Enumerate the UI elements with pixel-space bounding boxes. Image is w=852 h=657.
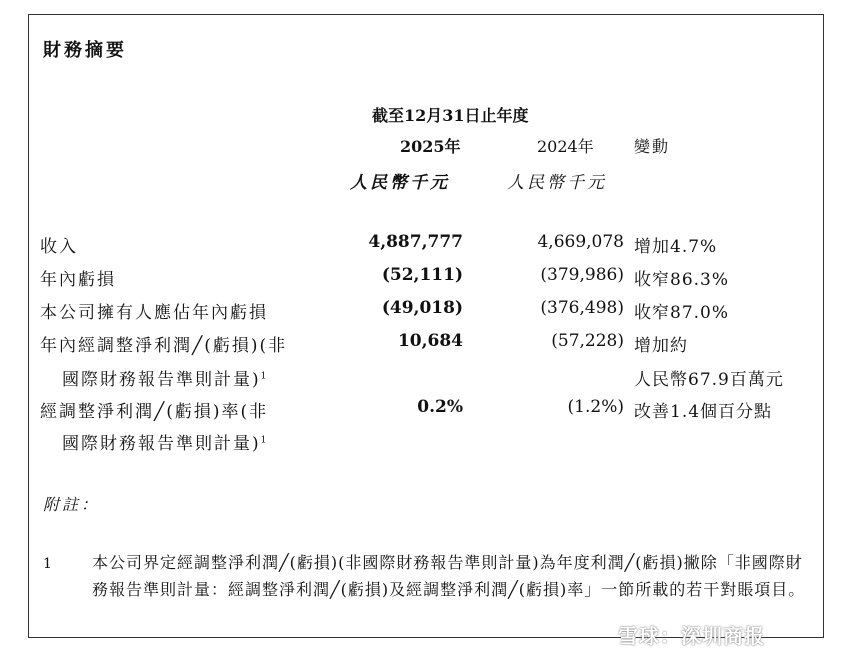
value-2025: 10,684: [397, 331, 463, 351]
table-row: [0, 232, 852, 262]
row-label: 經調整淨利潤╱(虧損)率(非: [40, 402, 269, 422]
change-value: 增加約: [634, 336, 688, 356]
table-row: [0, 397, 852, 459]
value-2025: (52,111): [381, 265, 463, 285]
value-2024: (57,228): [551, 331, 624, 351]
footnote-number: 1: [43, 556, 52, 572]
row-label: 年內虧損: [40, 270, 116, 290]
year-current-header: 2025年: [400, 137, 461, 156]
change-value: 收窄86.3%: [634, 270, 730, 290]
row-label-continued: 國際財務報告準則計量)$^1$: [62, 370, 269, 390]
row-label: 收入: [40, 237, 78, 257]
footnote-ref: 1: [260, 435, 269, 446]
notes-heading: 附註：: [43, 495, 101, 514]
row-label: 本公司擁有人應佔年內虧損: [40, 303, 268, 323]
value-2025: (49,018): [381, 298, 463, 318]
value-2025: 4,887,777: [368, 232, 463, 252]
row-label: 年內經調整淨利潤╱(虧損)(非: [40, 336, 288, 356]
unit-current-header: 人民幣千元: [350, 173, 450, 193]
value-2024: (379,986): [540, 265, 624, 285]
change-header: 變動: [634, 137, 671, 156]
unit-prior-header: 人民幣千元: [507, 173, 607, 193]
row-label-continued: 國際財務報告準則計量)$^1$: [62, 434, 269, 454]
table-row: [0, 331, 852, 393]
page-title: 財務摘要: [43, 40, 127, 61]
value-2024: (376,498): [540, 298, 624, 318]
footnote-ref: 1: [260, 371, 269, 382]
year-prior-header: 2024年: [537, 137, 594, 156]
value-2025: 0.2%: [417, 397, 463, 417]
period-header: 截至12月31日止年度: [372, 106, 529, 125]
value-2024: (1.2%): [567, 397, 624, 417]
change-value: 增加4.7%: [634, 237, 718, 257]
value-2024: 4,669,078: [537, 232, 624, 252]
footnote-text: 本公司界定經調整淨利潤╱(虧損)(非國際財務報告準則計量)為年度利潤╱(虧損)撇除「非國際財務報告準則計量：經調整淨利潤╱(虧損)及經調整淨利潤╱(虧損)率」一節所載的若干對賬項目。: [92, 553, 806, 599]
change-value-continued: 人民幣67.9百萬元: [634, 370, 784, 390]
change-value: 收窄87.0%: [634, 303, 730, 323]
change-value: 改善1.4個百分點: [634, 402, 773, 422]
table-row: [0, 298, 852, 328]
watermark: 雪球：深圳商报: [618, 624, 765, 648]
table-row: [0, 265, 852, 295]
